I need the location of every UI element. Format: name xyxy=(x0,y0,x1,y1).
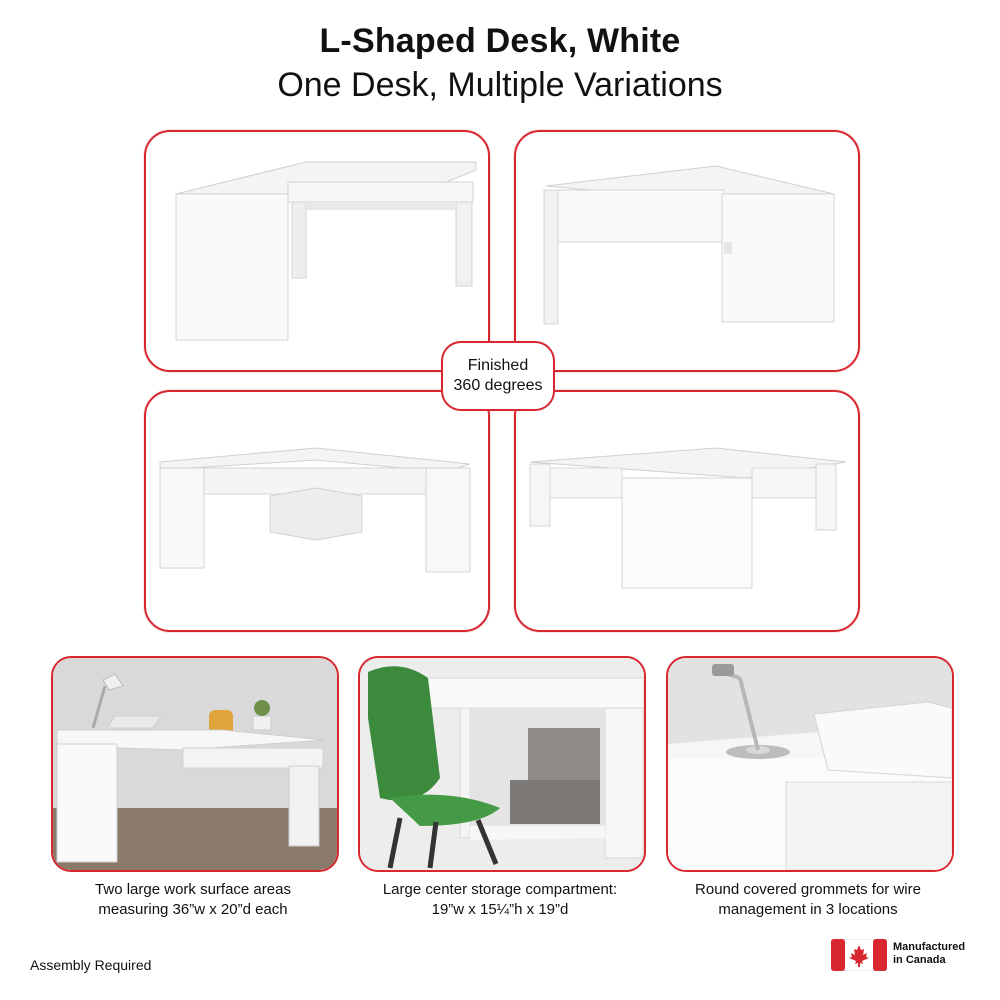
storage-scene-image xyxy=(360,658,644,870)
desk-view-center-pedestal xyxy=(514,390,860,632)
feature-caption-work-surface xyxy=(43,880,343,920)
caption-line: 19”w x 15¼”h x 19”d xyxy=(431,901,569,918)
manufactured-in-canada-label xyxy=(893,941,965,967)
feature-photo-storage xyxy=(358,656,646,872)
caption-line: Round covered grommets for wire xyxy=(695,881,921,898)
caption-line: management in 3 locations xyxy=(718,901,898,918)
caption-line: measuring 36”w x 20”d each xyxy=(98,901,288,918)
office-scene-image xyxy=(53,658,337,870)
desk-view-left-return xyxy=(144,130,490,372)
desk-illustration xyxy=(516,392,858,630)
page-title: L-Shaped Desk, White xyxy=(319,22,681,60)
desk-illustration xyxy=(146,132,488,370)
feature-photo-work-surface xyxy=(51,656,339,872)
feature-caption-storage xyxy=(350,880,650,920)
desk-view-corner-open xyxy=(144,390,490,632)
feature-photo-grommets xyxy=(666,656,954,872)
assembly-required-note: Assembly Required xyxy=(30,957,152,973)
caption-line: Two large work surface areas xyxy=(95,881,291,898)
caption-line: Large center storage compartment: xyxy=(382,881,618,898)
made-line1: Manufactured xyxy=(893,941,966,953)
made-line2: in Canada xyxy=(893,954,946,966)
grommet-scene-image xyxy=(668,658,952,870)
desk-illustration xyxy=(516,132,858,370)
page-subtitle: One Desk, Multiple Variations xyxy=(277,66,723,104)
desk-view-right-return xyxy=(514,130,860,372)
finished-360-badge xyxy=(441,341,555,411)
feature-caption-grommets xyxy=(658,880,958,920)
badge-line1: Finished xyxy=(467,357,529,374)
canada-flag-icon xyxy=(831,939,887,971)
desk-illustration xyxy=(146,392,488,630)
badge-line2: 360 degrees xyxy=(453,377,543,394)
